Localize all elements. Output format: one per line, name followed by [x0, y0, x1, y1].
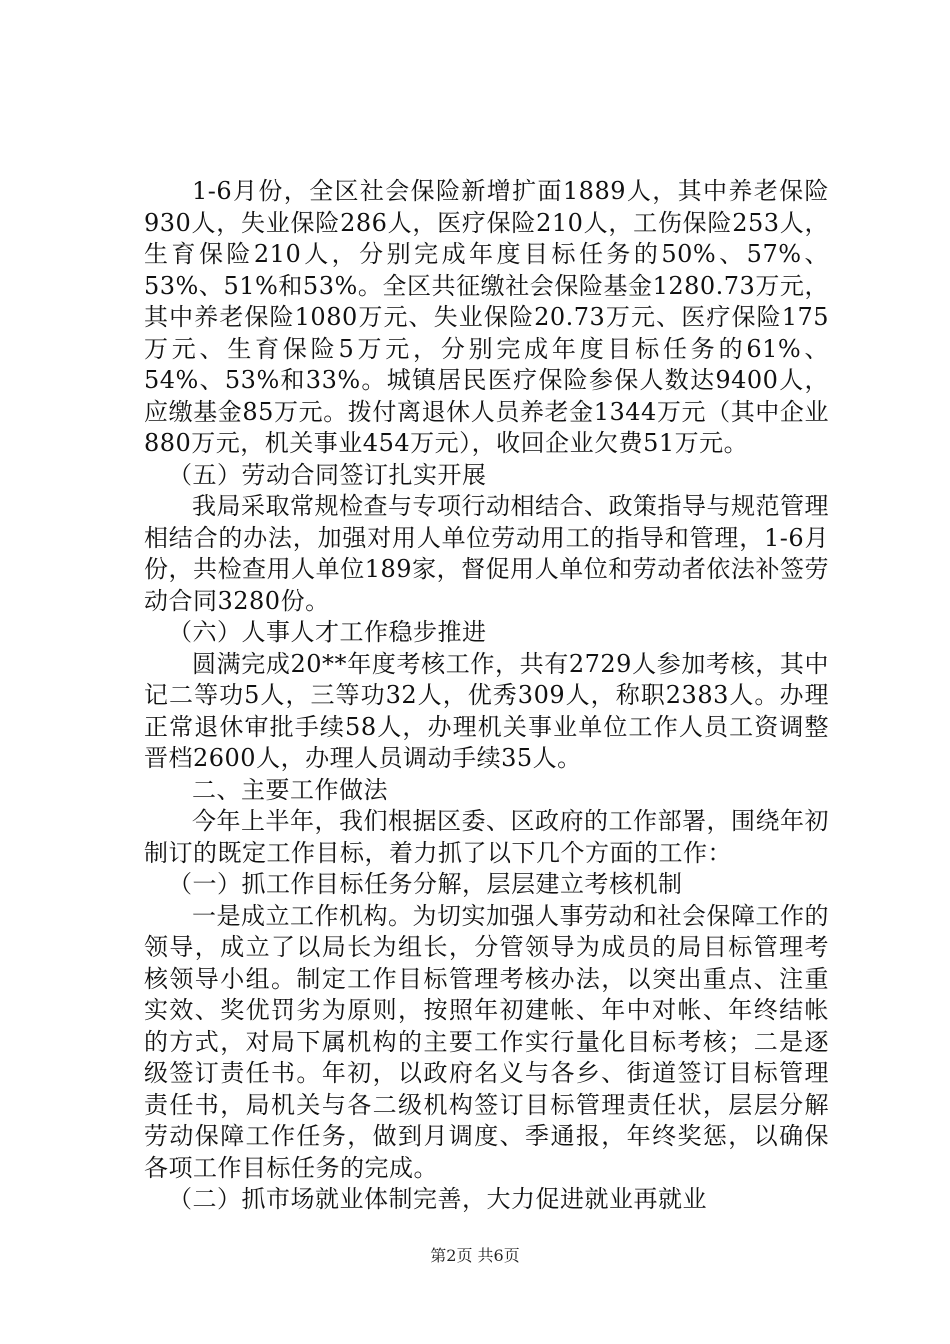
paragraph-social-insurance: 1-6月份，全区社会保险新增扩面1889人，其中养老保险930人，失业保险286人，医疗保险210人，工伤保险253人，生育保险210人，分别完成年度目标任务的50%、57%、53%、51%和53%。全区共征缴社会保险基金1280.73万元，其中养老保险1080万元、失业保险20.73万元、医疗保险175万元、生育保险5万元，分别完成年度目标任务的61%、54%、53%和33%。城镇居民医疗保险参保人数达9400人，应缴基金85万元。拨付离退休人员养老金1344万元（其中企业880万元，机关事业454万元），收回企业欠费51万元。 [144, 177, 829, 457]
paragraph-personnel: 圆满完成20**年度考核工作，共有2729人参加考核，其中记二等功5人，三等功32人，优秀309人，称职2383人。办理正常退休审批手续58人，办理机关事业单位工作人员工资调整晋档2600人，办理人员调动手续35人。 [144, 649, 829, 772]
paragraph-target-decomposition: 一是成立工作机构。为切实加强人事劳动和社会保障工作的领导，成立了以局长为组长，分管领导为成员的局目标管理考核领导小组。制定工作目标管理考核办法，以突出重点、注重实效、奖优罚劣为原则，按照年初建帐、年中对帐、年终结帐的方式，对局下属机构的主要工作实行量化目标考核；二是逐级签订责任书。年初，以政府名义与各乡、街道签订目标管理责任书，局机关与各二级机构签订目标管理责任状，层层分解劳动保障工作任务，做到月调度、季通报，年终奖惩，以确保各项工作目标任务的完成。 [144, 901, 829, 1182]
section-heading-personnel: （六）人事人才工作稳步推进 [168, 618, 487, 646]
paragraph-intro-practices: 今年上半年，我们根据区委、区政府的工作部署，围绕年初制订的既定工作目标，着力抓了以下几个方面的工作： [144, 807, 829, 867]
section-heading-main-practices: 二、主要工作做法 [192, 775, 388, 804]
section-heading-employment: （二）抓市场就业体制完善，大力促进就业再就业 [168, 1185, 707, 1213]
section-heading-target-decomposition: （一）抓工作目标任务分解，层层建立考核机制 [168, 870, 683, 898]
paragraph-labor-contract: 我局采取常规检查与专项行动相结合、政策指导与规范管理相结合的办法，加强对用人单位劳动用工的指导和管理，1-6月份，共检查用人单位189家，督促用人单位和劳动者依法补签劳动合同3280份。 [144, 492, 829, 615]
section-heading-labor-contract: （五）劳动合同签订扎实开展 [168, 460, 487, 489]
page-number-footer: 第2页 共6页 [430, 1246, 520, 1265]
document-body [144, 176, 829, 1216]
